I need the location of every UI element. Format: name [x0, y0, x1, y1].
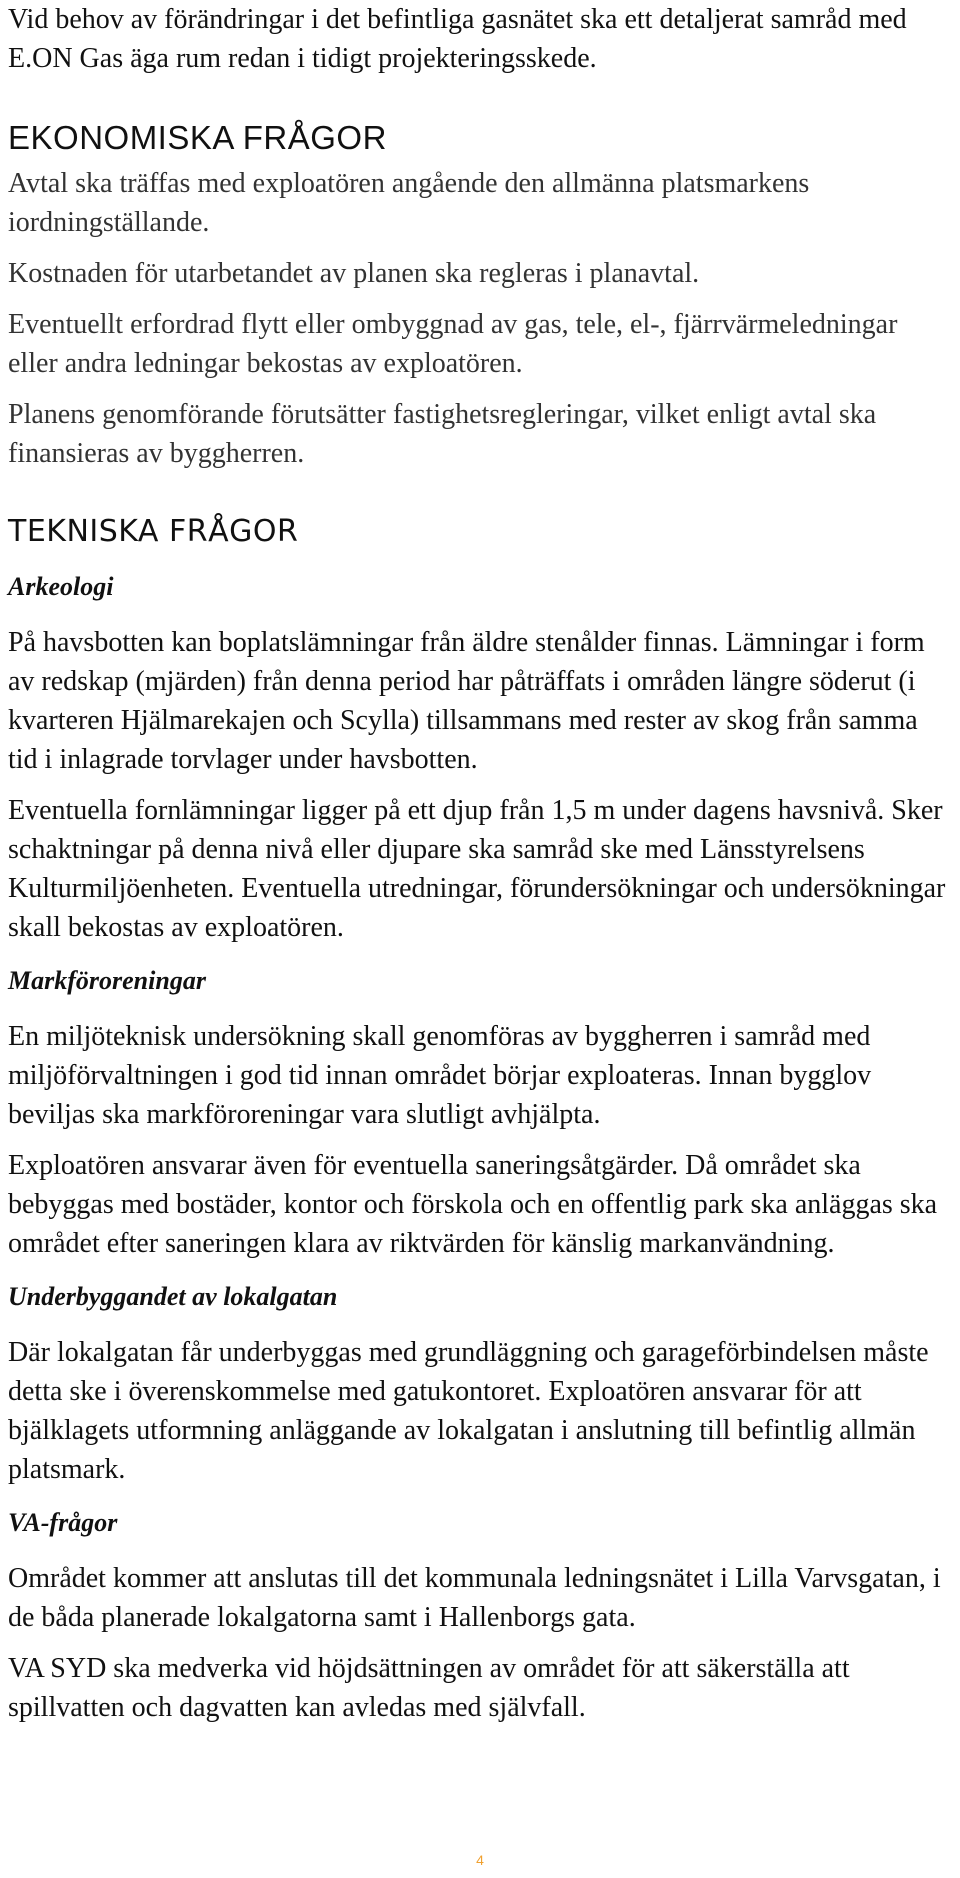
markfororeningar-paragraph-1: En miljöteknisk undersökning skall genomföras av byggherren i samråd med miljöförvaltningen i god tid innan området börjar exploateras. Innan bygglov beviljas ska markföroreningar vara slutligt avhjälpta. — [8, 1021, 872, 1130]
ekonomi-paragraph-4: Planens genomförande förutsätter fastighetsregleringar, vilket enligt avtal ska finansieras av byggherren. — [8, 399, 877, 469]
ekonomi-paragraph-2: Kostnaden för utarbetandet av planen ska regleras i planavtal. — [8, 258, 700, 289]
intro-paragraph: Vid behov av förändringar i det befintliga gasnätet ska ett detaljerat samråd med E.ON Gas äga rum redan i tidigt projekteringsskede. — [8, 4, 907, 74]
subheading-va-fragor: VA-frågor — [8, 1508, 118, 1537]
markfororeningar-paragraph-2: Exploatören ansvarar även för eventuella saneringsåtgärder. Då området ska bebyggas med bostäder, kontor och förskola och en offentlig park ska anläggas ska området efter saneringen klara av riktvärden för känslig markanvändning. — [8, 1150, 938, 1259]
heading-tekniska-fragor: TEKNISKA FRÅGOR — [8, 514, 299, 549]
ekonomi-paragraph-3: Eventuellt erfordrad flytt eller ombyggnad av gas, tele, el-, fjärrvärmeledningar eller andra ledningar bekostas av exploatören. — [8, 309, 898, 379]
heading-ekonomiska-fragor: EKONOMISKA FRÅGOR — [8, 119, 387, 156]
subheading-arkeologi: Arkeologi — [8, 572, 114, 601]
subheading-underbyggandet: Underbyggandet av lokalgatan — [8, 1282, 338, 1311]
arkeologi-paragraph-2: Eventuella fornlämningar ligger på ett djup från 1,5 m under dagens havsnivå. Sker schaktningar på denna nivå eller djupare ska samråd ske med Länsstyrelsens Kulturmiljöenheten. Eventuella utredningar, förundersökningar och undersökningar skall bekostas av exploatören. — [8, 795, 946, 943]
document-page — [8, 0, 948, 1727]
underbyggandet-paragraph-1: Där lokalgatan får underbyggas med grundläggning och garageförbindelsen måste detta ske i överenskommelse med gatukontoret. Exploatören ansvarar för att bjälklagets utformning anläggande av lokalgatan i anslutning till befintlig allmän platsmark. — [8, 1337, 929, 1485]
va-paragraph-1: Området kommer att anslutas till det kommunala ledningsnätet i Lilla Varvsgatan, i de båda planerade lokalgatorna samt i Hallenborgs gata. — [8, 1563, 941, 1633]
va-paragraph-2: VA SYD ska medverka vid höjdsättningen av området för att säkerställa att spillvatten och dagvatten kan avledas med självfall. — [8, 1653, 850, 1723]
ekonomi-paragraph-1: Avtal ska träffas med exploatören angående den allmänna platsmarkens iordningställande. — [8, 168, 810, 238]
arkeologi-paragraph-1: På havsbotten kan boplatslämningar från äldre stenålder finnas. Lämningar i form av redskap (mjärden) från denna period har påträffats i områden längre söderut (i kvarteren Hjälmarekajen och Scylla) tillsammans med rester av skog från samma tid i inlagrade torvlager under havsbotten. — [8, 627, 925, 775]
subheading-markfororeningar: Markföroreningar — [8, 966, 206, 995]
page-number: 4 — [476, 1852, 484, 1868]
